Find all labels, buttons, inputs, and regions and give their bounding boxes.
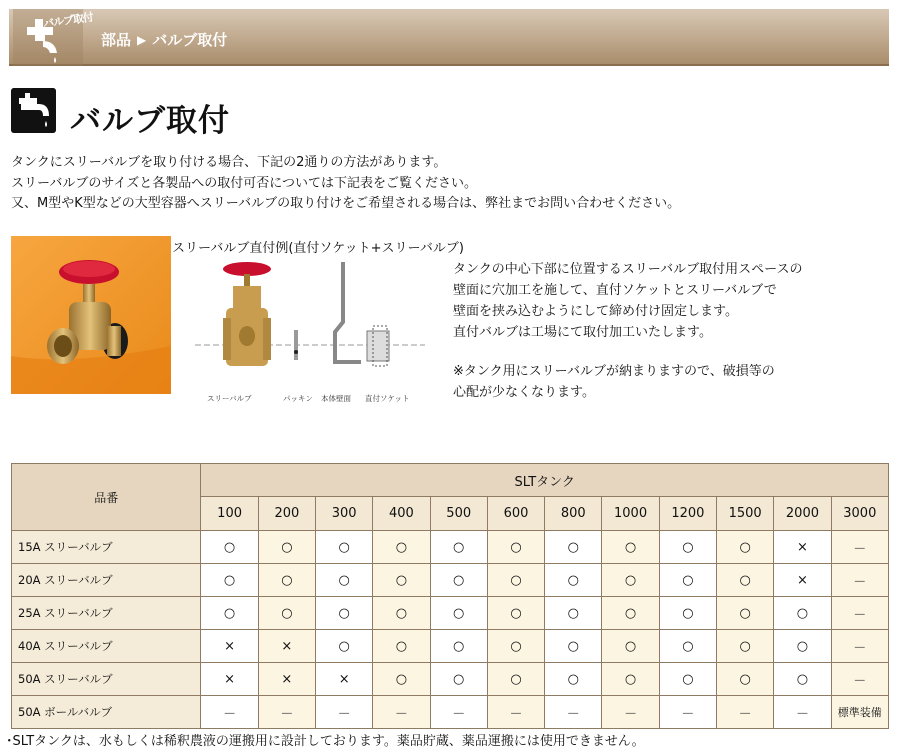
compatibility-cell: ○ [774,597,831,630]
intro-line: スリーバルブのサイズと各製品への取付可否については下記表をご覧ください。 [11,175,478,191]
description-line: タンクの中心下部に位置するスリーバルブ取付用スペースの [453,262,803,277]
capacity-header: 400 [373,497,430,531]
description-line: 壁面に穴加工を施して、直付ソケットとスリーバルブで [453,283,777,298]
compatibility-cell: － [316,696,373,729]
faucet-icon [11,88,56,133]
compatibility-cell: ○ [487,597,544,630]
compatibility-cell: ○ [487,663,544,696]
table-row [12,696,889,729]
compatibility-cell: ○ [373,663,430,696]
compatibility-cell: ○ [774,663,831,696]
capacity-header: 1000 [602,497,659,531]
compatibility-cell: ○ [430,531,487,564]
compatibility-cell: × [774,531,831,564]
breadcrumb [101,29,227,50]
header-banner [9,9,889,66]
compatibility-cell: ○ [717,663,774,696]
compatibility-cell: － [659,696,716,729]
compatibility-cell: ○ [545,663,602,696]
compatibility-cell: × [316,663,373,696]
compatibility-cell: ○ [659,630,716,663]
table-header-row [12,464,889,497]
compatibility-cell: ○ [430,630,487,663]
compatibility-cell: ○ [717,630,774,663]
breadcrumb-arrow-icon: ▶ [137,32,147,47]
compatibility-cell: ○ [201,531,258,564]
description-note: 心配が少なくなります。 [453,385,595,400]
compatibility-cell: ○ [545,597,602,630]
table-row [12,564,889,597]
compatibility-cell: ○ [430,564,487,597]
compatibility-cell: ○ [373,531,430,564]
capacity-header: 500 [430,497,487,531]
compatibility-cell: ○ [487,564,544,597]
capacity-header: 100 [201,497,258,531]
compatibility-cell: ○ [316,564,373,597]
compatibility-cell: ○ [201,564,258,597]
description-line: 直付バルブは工場にて取付加工いたします。 [453,325,712,340]
capacity-header: 800 [545,497,602,531]
compatibility-cell: ○ [258,531,315,564]
intro-text [11,153,680,215]
diagram-caption: スリーバルブ直付例(直付ソケット+スリーバルブ) [172,241,464,256]
banner-badge-label: バルブ取付 [42,10,94,31]
capacity-header: 200 [258,497,315,531]
valve-photo [11,236,171,394]
compatibility-cell: ○ [717,597,774,630]
compatibility-cell: － [487,696,544,729]
product-name-cell: 50A スリーバルブ [12,663,201,696]
compatibility-cell: － [602,696,659,729]
compatibility-cell: － [831,597,888,630]
compatibility-cell: － [831,564,888,597]
compatibility-cell: ○ [487,531,544,564]
compatibility-cell: × [774,564,831,597]
compatibility-cell: － [201,696,258,729]
product-column-header: 品番 [12,464,201,531]
compatibility-cell: ○ [717,531,774,564]
product-name-cell: 15A スリーバルブ [12,531,201,564]
compatibility-cell: ○ [602,663,659,696]
product-name-cell: 50A ボールバルブ [12,696,201,729]
compatibility-cell: － [831,663,888,696]
capacity-header: 2000 [774,497,831,531]
breadcrumb-current: バルブ取付 [152,31,228,49]
compatibility-cell: ○ [487,630,544,663]
compatibility-cell: ○ [717,564,774,597]
compatibility-cell: ○ [602,597,659,630]
diagram-label-wall: 本体壁面 [321,394,351,403]
compatibility-cell: × [201,630,258,663]
compatibility-cell: ○ [258,564,315,597]
compatibility-cell: － [831,630,888,663]
description-note: ※タンク用にスリーバルブが納まりますので、破損等の [453,364,775,379]
breadcrumb-parts-link[interactable]: 部品 [101,31,132,49]
page-title: バルブ取付 [70,103,230,139]
compatibility-cell: － [258,696,315,729]
compatibility-cell: － [717,696,774,729]
compatibility-cell: ○ [659,597,716,630]
valve-diagram [195,256,425,408]
diagram-label-packing: パッキン [283,394,313,403]
compatibility-cell: ○ [430,663,487,696]
compatibility-cell: ○ [201,597,258,630]
compatibility-cell: ○ [545,564,602,597]
compatibility-cell: － [774,696,831,729]
table-row [12,630,889,663]
footnote: ･SLTタンクは、水もしくは稀釈農液の運搬用に設計しております。薬品貯蔵、薬品運搬には使用できません。 [6,734,645,749]
compatibility-cell: × [258,663,315,696]
compatibility-cell: ○ [316,630,373,663]
compatibility-cell: ○ [373,564,430,597]
product-name-cell: 25A スリーバルブ [12,597,201,630]
tank-group-header: SLTタンク [201,464,889,497]
table-row [12,597,889,630]
compatibility-cell: 標準装備 [831,696,888,729]
compatibility-cell: － [545,696,602,729]
compatibility-cell: ○ [659,663,716,696]
compatibility-table [11,463,889,729]
compatibility-cell: ○ [258,597,315,630]
compatibility-cell: ○ [602,630,659,663]
capacity-header: 600 [487,497,544,531]
compatibility-cell: ○ [602,564,659,597]
capacity-header: 1200 [659,497,716,531]
compatibility-cell: ○ [316,597,373,630]
compatibility-cell: ○ [659,531,716,564]
compatibility-cell: ○ [373,630,430,663]
diagram-label-valve: スリーバルブ [207,394,252,403]
compatibility-cell: － [373,696,430,729]
compatibility-cell: ○ [373,597,430,630]
compatibility-cell: － [430,696,487,729]
install-description [453,259,802,403]
description-line: 壁面を挟み込むようにして締め付け固定します。 [453,304,738,319]
intro-line: 又、M型やK型などの大型容器へスリーバルブの取り付けをご希望される場合は、弊社までお問い合わせください。 [11,196,681,211]
compatibility-cell: ○ [659,564,716,597]
table-body [12,531,889,729]
table-row [12,663,889,696]
compatibility-cell: － [831,531,888,564]
compatibility-cell: × [258,630,315,663]
compatibility-cell: ○ [545,630,602,663]
diagram-label-socket: 直付ソケット [365,394,410,403]
product-name-cell: 20A スリーバルブ [12,564,201,597]
compatibility-cell: ○ [545,531,602,564]
capacity-header: 300 [316,497,373,531]
compatibility-cell: ○ [316,531,373,564]
compatibility-cell: ○ [430,597,487,630]
capacity-header: 3000 [831,497,888,531]
intro-line: タンクにスリーバルブを取り付ける場合、下記の2通りの方法があります。 [11,155,447,170]
compatibility-cell: × [201,663,258,696]
table-row [12,531,889,564]
compatibility-cell: ○ [602,531,659,564]
compatibility-cell: ○ [774,630,831,663]
capacity-header: 1500 [717,497,774,531]
product-name-cell: 40A スリーバルブ [12,630,201,663]
